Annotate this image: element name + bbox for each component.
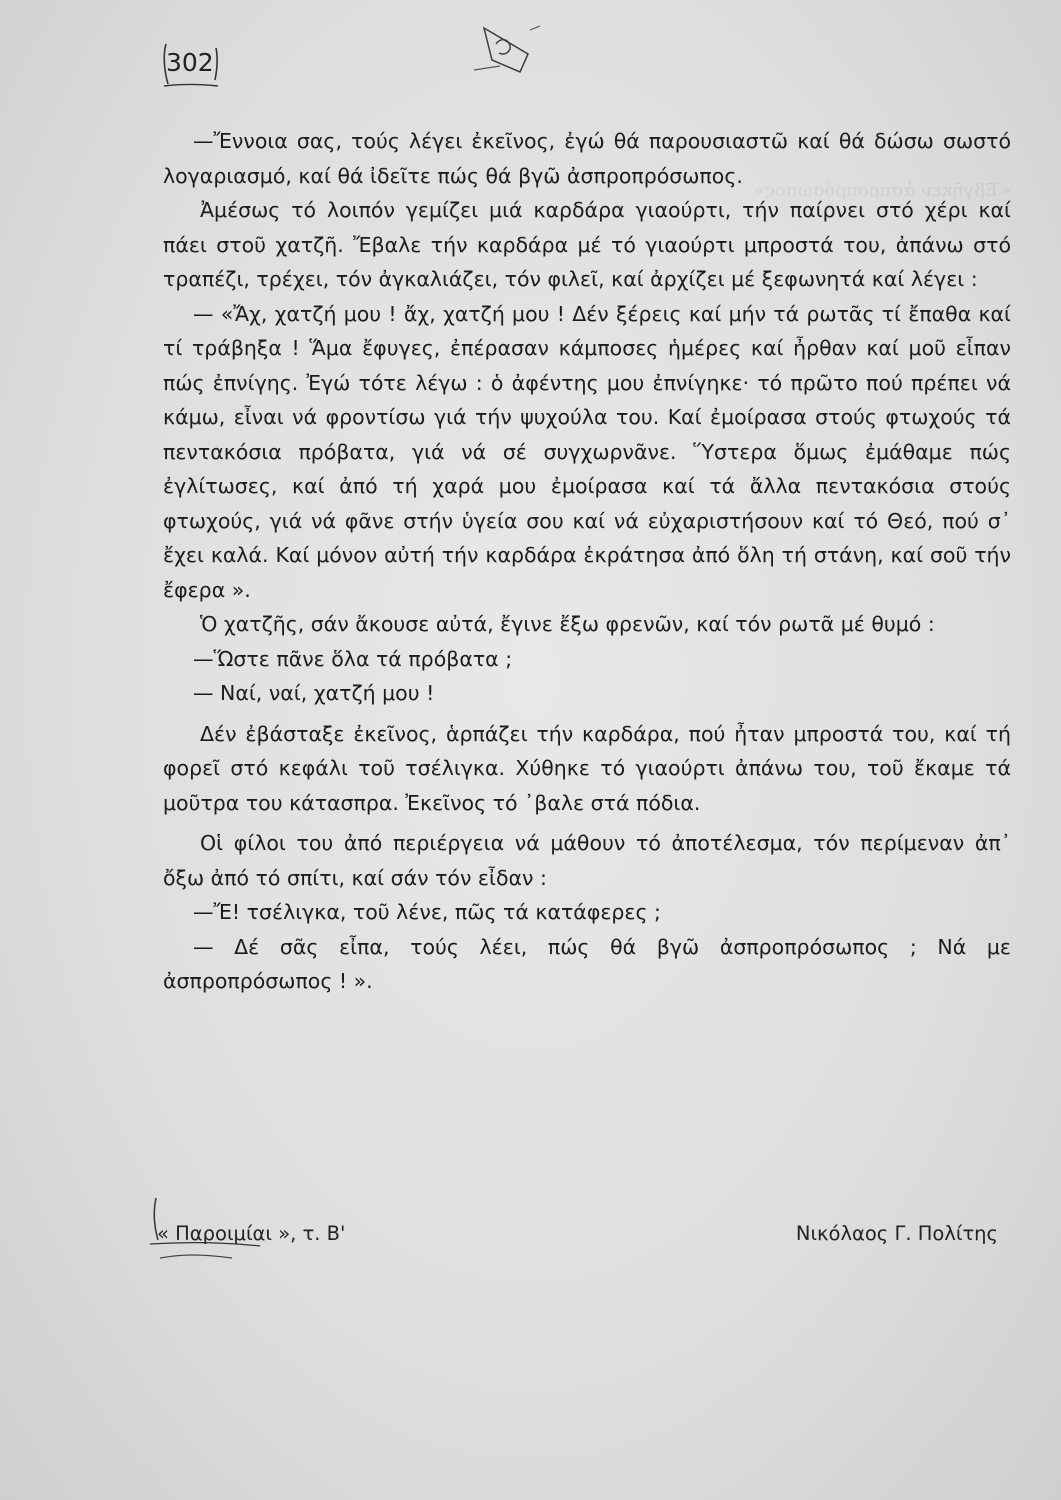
library-stamp-mark: [470, 20, 542, 82]
dialogue-line: — Ναί, ναί, χατζή μου !: [193, 681, 435, 705]
dialogue-line: — Δέ σᾶς εἶπα, τούς λέει, πώς θά βγῶ ἀσπροπρόσωπος ; Νά με ἀσπροπρόσωπος ! ».: [163, 934, 1011, 993]
paragraph: Ἀμέσως τό λοιπόν γεμίζει μιά καρδάρα γιαούρτι, τήν παίρνει στό χέρι καί πάει στοῦ χατζῆ. Ἔβαλε τήν καρδάρα μέ τό γιαούρτι μπροστά του, ἀπάνω στό τραπέζι, τρέχει, τόν ἀγκαλιάζει, τόν φιλεῖ, καί ἀρχίζει μέ ξεφωνητά καί λέγει :: [163, 198, 1011, 291]
dialogue-line: —Ὥστε πᾶνε ὅλα τά πρόβατα ;: [193, 646, 513, 671]
page-number: 302: [166, 48, 214, 77]
source-citation: « Παροιμίαι », τ. Β': [157, 1222, 346, 1245]
dialogue-line: —Ἔννοια σας, τούς λέγει ἐκεῖνος, ἐγώ θά παρουσιαστῶ καί θά δώσω σωστό λογαριασμό, καί θά ἰδεῖτε πώς θά βγῶ ἀσπροπρόσωπος.: [163, 129, 1011, 188]
paragraph: Οἱ φίλοι του ἀπό περιέργεια νά μάθουν τό ἀποτέλεσμα, τόν περίμεναν ἀπ᾽ ὄξω ἀπό τό σπίτι, καί σάν τόν εἶδαν :: [163, 831, 1011, 890]
author-name: Νικόλαος Γ. Πολίτης: [795, 1222, 998, 1245]
dialogue-line: — «Ἄχ, χατζή μου ! ἄχ, χατζή μου ! Δέν ξέρεις καί μήν τά ρωτᾶς τί ἔπαθα καί τί τράβηξα ! Ἅμα ἔφυγες, ἐπέρασαν κάμποσες ἡμέρες καί ἦρθαν καί μοῦ εἶπαν πώς ἐπνίγης. Ἐγώ τότε λέγω : ὁ ἀφέντης μου ἐπνίγηκε· τό πρῶτο πού πρέπει νά κάμω, εἶναι νά φροντίσω γιά τήν ψυχούλα του. Καί ἐμοίρασα στούς φτωχούς τά πεντακόσια πρόβατα, γιά νά σέ συγχωρνᾶνε. Ὕστερα ὅμως ἐμάθαμε πώς ἐγλίτωσες, καί ἀπό τή χαρά μου ἐμοίρασα καί τά ἄλλα πεντακόσια στούς φτωχούς, γιά νά φᾶνε στήν ὑγεία σου καί νά εὐχαριστήσουν καί τό Θεό, πού σ᾽ ἔχει καλά. Καί μόνον αὐτή τήν καρδάρα ἐκράτησα ἀπό ὅλη τή στάνη, καί σοῦ τήν ἔφερα ».: [163, 301, 1011, 602]
paragraph: Δέν ἐβάσταξε ἐκεῖνος, ἁρπάζει τήν καρδάρα, πού ἦταν μπροστά του, καί τή φορεῖ στό κεφάλι τοῦ τσέλιγκα. Χύθηκε τό γιαούρτι ἀπάνω του, τοῦ ἔκαμε τά μοῦτρα του κάτασπρα. Ἐκεῖνος τό ᾽βαλε στά πόδια.: [163, 721, 1011, 815]
dialogue-line: —Ἔ! τσέλιγκα, τοῦ λένε, πῶς τά κατάφερες ;: [193, 900, 661, 924]
bleed-through-text: «Ἐβγῆκεν ἀσπροπρόσωπος»: [753, 180, 1011, 201]
paragraph: Ὁ χατζῆς, σάν ἄκουσε αὐτά, ἔγινε ἔξω φρενῶν, καί τόν ρωτᾶ μέ θυμό :: [200, 612, 935, 636]
body-text: [163, 124, 1011, 999]
